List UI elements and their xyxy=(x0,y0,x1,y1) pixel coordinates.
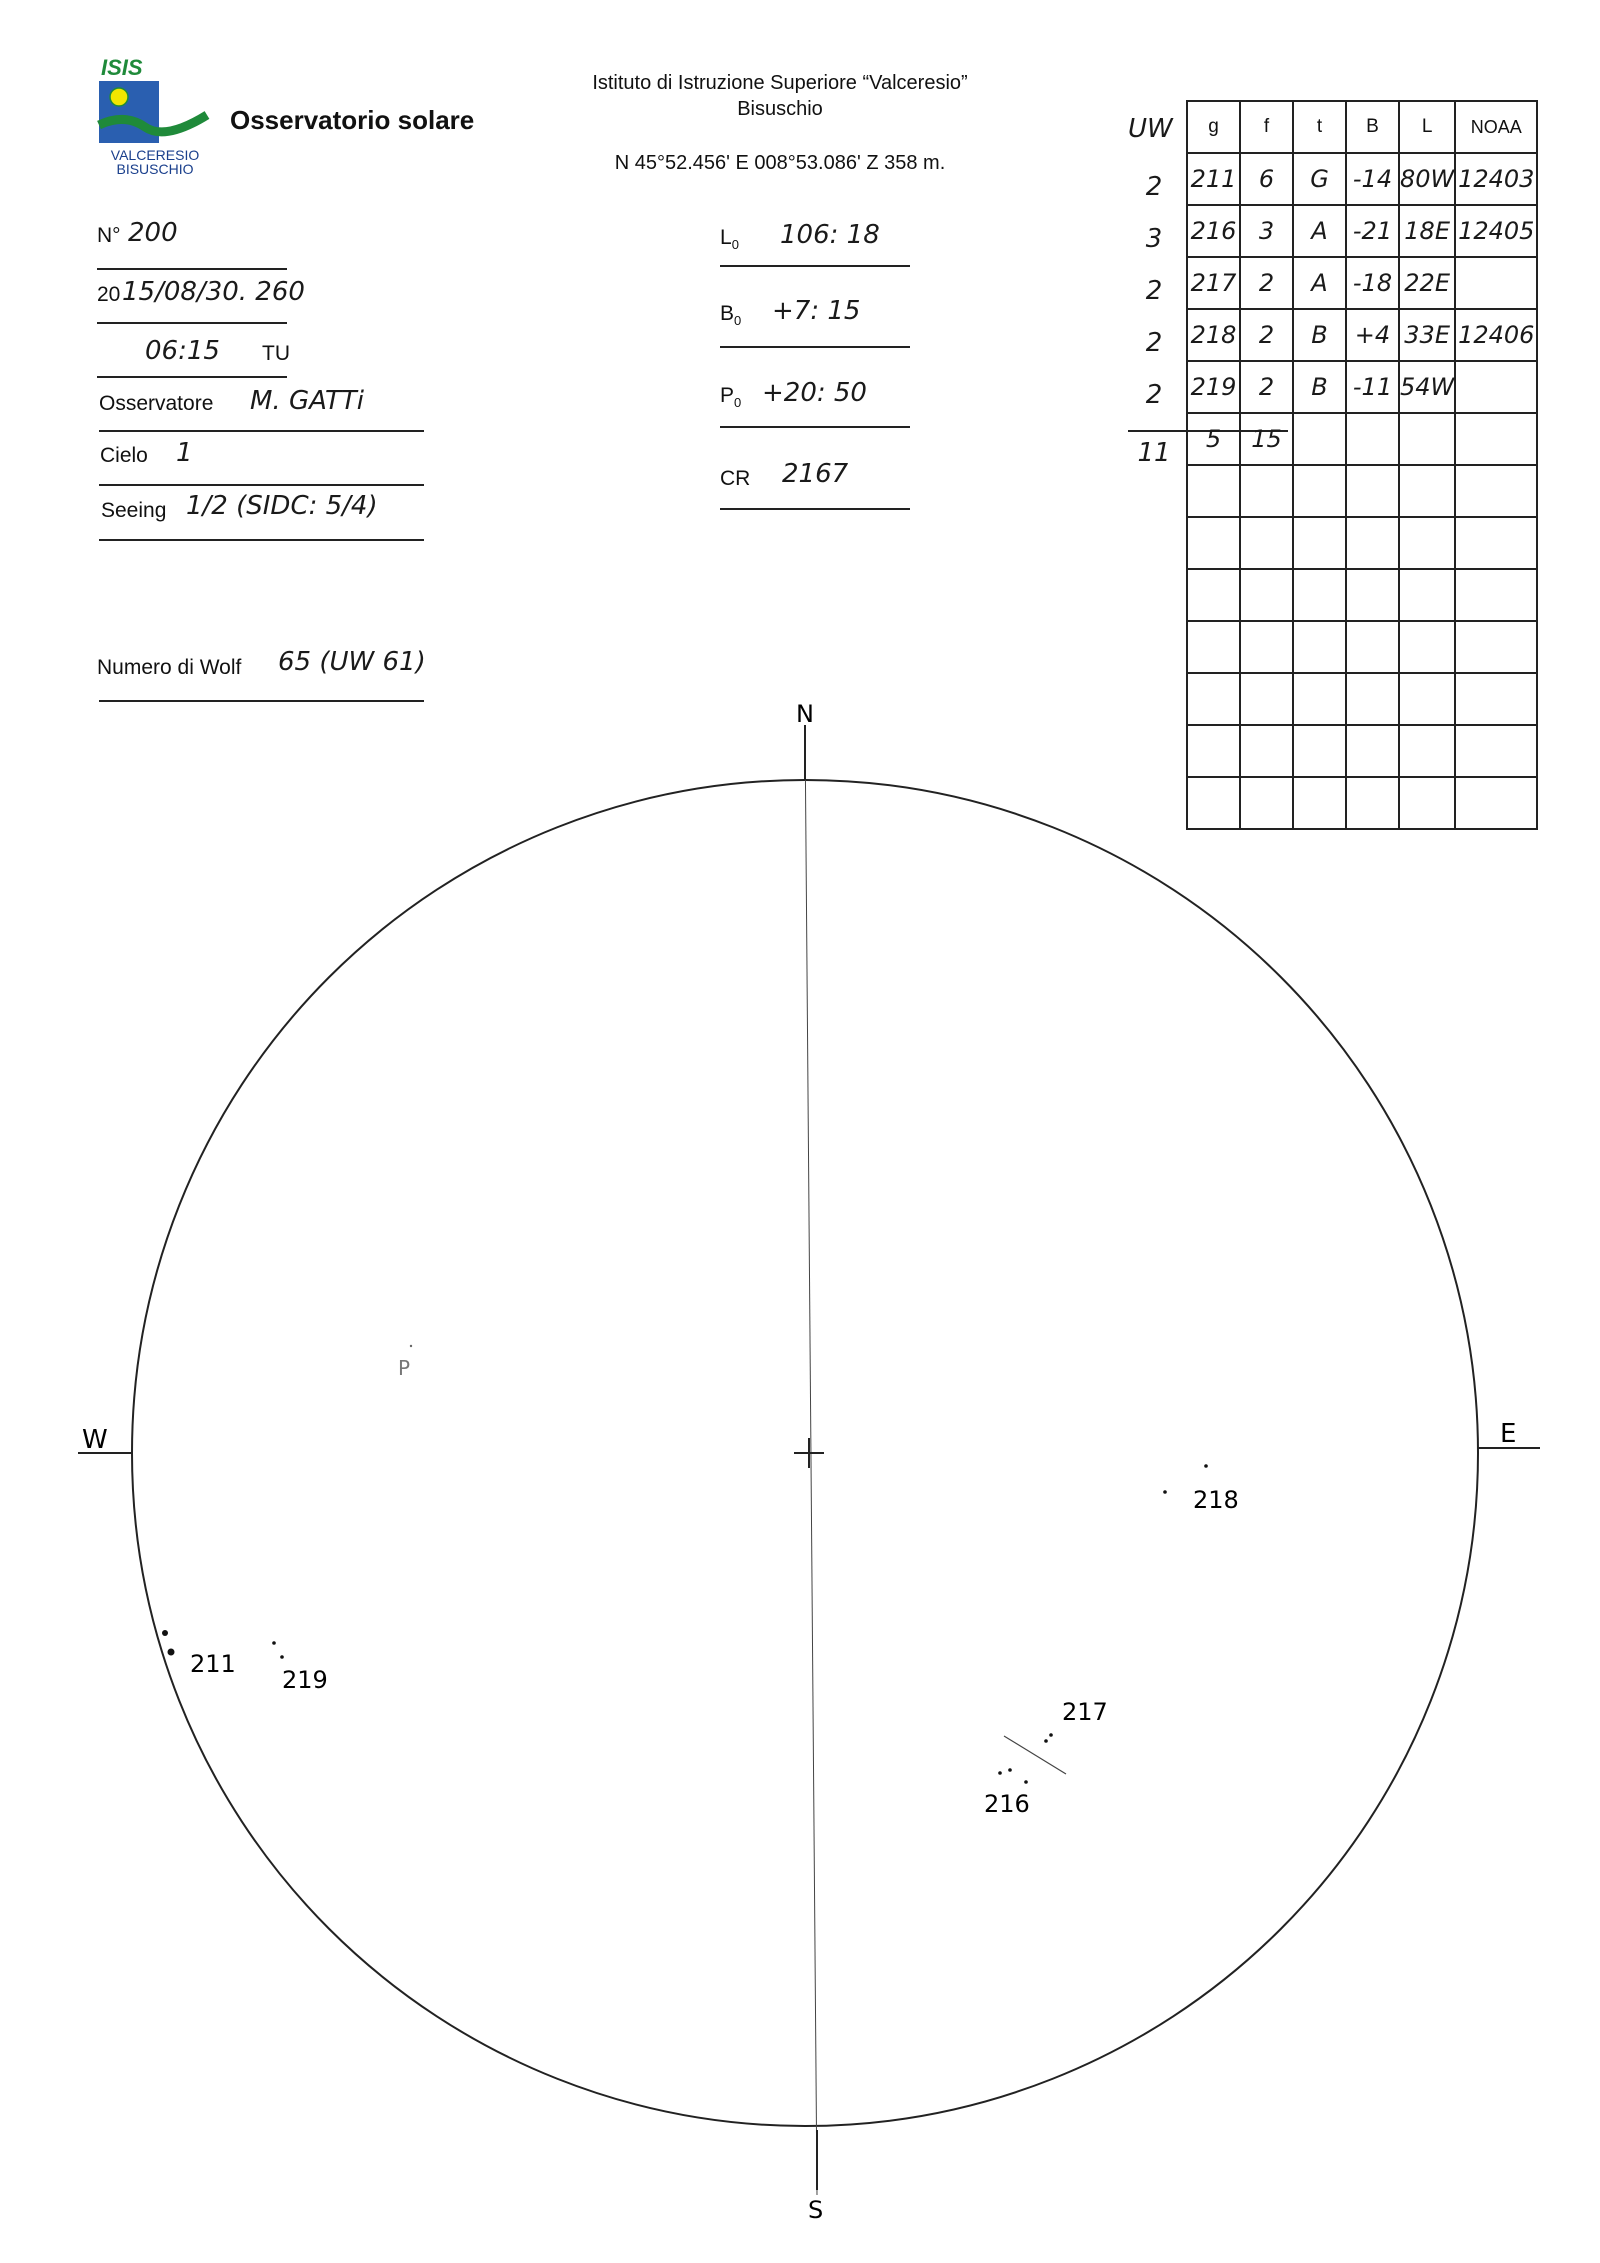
uw-row-4: 2 xyxy=(1145,328,1163,358)
cell-g: 211 xyxy=(1187,153,1240,205)
header-l: L xyxy=(1399,101,1455,153)
cell-g: 216 xyxy=(1187,205,1240,257)
cell-noaa: 12405 xyxy=(1455,205,1537,257)
cell-f: 2 xyxy=(1240,257,1293,309)
l0-subscript: 0 xyxy=(731,237,739,253)
sunspot-216-a xyxy=(998,1771,1002,1775)
total-f: 15 xyxy=(1240,413,1293,465)
cell-b: +4 xyxy=(1346,309,1399,361)
sky-label: Cielo xyxy=(100,444,148,467)
cell-l: 18E xyxy=(1399,205,1455,257)
uw-row-2: 3 xyxy=(1145,224,1163,254)
sunspot-218-a xyxy=(1204,1464,1208,1468)
uw-header: UW xyxy=(1128,114,1173,144)
sunspot-219-a xyxy=(272,1641,276,1645)
cell-g: 217 xyxy=(1187,257,1240,309)
cell-f: 2 xyxy=(1240,309,1293,361)
l0-letter: L xyxy=(720,226,732,249)
east-label: E xyxy=(1500,1419,1517,1449)
sunspot-219-b xyxy=(280,1655,284,1659)
p0-subscript: 0 xyxy=(734,395,742,411)
time-unit: TU xyxy=(262,342,290,365)
header-g: g xyxy=(1187,101,1240,153)
p0-value: +20: 50 xyxy=(762,378,867,408)
group-label-219: 219 xyxy=(282,1666,328,1694)
sunspot-217-axis-line xyxy=(1004,1736,1066,1774)
cell-b: -21 xyxy=(1346,205,1399,257)
cell-noaa: 12406 xyxy=(1455,309,1537,361)
uw-row-1: 2 xyxy=(1145,172,1163,202)
cell-t: A xyxy=(1293,257,1346,309)
l0-value: 106: 18 xyxy=(780,220,880,250)
p0-letter: P xyxy=(720,384,735,407)
seeing-label: Seeing xyxy=(101,499,167,522)
uw-total: 11 xyxy=(1137,438,1171,468)
p-angle-dot xyxy=(410,1345,412,1347)
sunspot-211-a xyxy=(162,1630,168,1636)
central-meridian-line xyxy=(805,725,817,2195)
cr-value: 2167 xyxy=(782,459,849,489)
sunspot-216-b xyxy=(1008,1768,1012,1772)
cell-t: A xyxy=(1293,205,1346,257)
cell-f: 3 xyxy=(1240,205,1293,257)
cell-b: -11 xyxy=(1346,361,1399,413)
logo-text: ISIS xyxy=(101,55,143,80)
cell-b: -18 xyxy=(1346,257,1399,309)
group-label-218: 218 xyxy=(1193,1486,1239,1514)
b0-letter: B xyxy=(720,302,735,325)
b0-value: +7: 15 xyxy=(772,296,861,326)
wolf-label: Numero di Wolf xyxy=(97,656,242,679)
header-t: t xyxy=(1293,101,1346,153)
cell-b: -14 xyxy=(1346,153,1399,205)
logo-caption-line1: VALCERESIO xyxy=(110,147,200,163)
cr-label: CR xyxy=(720,467,751,490)
uw-row-5: 2 xyxy=(1145,380,1163,410)
cell-t: B xyxy=(1293,361,1346,413)
group-label-216: 216 xyxy=(984,1790,1030,1818)
observer-value: M. GATTi xyxy=(250,386,364,416)
group-label-217: 217 xyxy=(1062,1698,1108,1726)
cell-t: B xyxy=(1293,309,1346,361)
observer-label: Osservatore xyxy=(99,392,214,415)
cell-f: 2 xyxy=(1240,361,1293,413)
cell-noaa: 12403 xyxy=(1455,153,1537,205)
north-label: N xyxy=(796,700,814,728)
sunspot-216-c xyxy=(1024,1780,1028,1784)
date-prefix: 20 xyxy=(97,283,121,306)
sunspot-218-b xyxy=(1163,1490,1167,1494)
number-value: 200 xyxy=(128,218,178,248)
cell-l: 33E xyxy=(1399,309,1455,361)
group-label-211: 211 xyxy=(190,1650,236,1678)
header-noaa: NOAA xyxy=(1455,101,1537,153)
cell-l: 80W xyxy=(1399,153,1455,205)
south-label: S xyxy=(808,2196,824,2224)
cell-g: 218 xyxy=(1187,309,1240,361)
wolf-value: 65 (UW 61) xyxy=(278,647,426,677)
time-value: 06:15 xyxy=(145,336,220,366)
cell-l: 54W xyxy=(1399,361,1455,413)
cell-f: 6 xyxy=(1240,153,1293,205)
sunspot-217-b xyxy=(1044,1739,1048,1743)
cell-t: G xyxy=(1293,153,1346,205)
uw-row-3: 2 xyxy=(1145,276,1163,306)
site-coordinates: N 45°52.456' E 008°53.086' Z 358 m. xyxy=(614,152,946,174)
sky-value: 1 xyxy=(176,438,193,468)
west-label: W xyxy=(82,1425,108,1455)
number-label: N° xyxy=(97,224,121,247)
date-value: 15/08/30. 260 xyxy=(122,277,305,307)
header-f: f xyxy=(1240,101,1293,153)
sunspot-211-b xyxy=(168,1649,175,1656)
logo-caption-line2: BISUSCHIO xyxy=(116,161,194,177)
observatory-title: Osservatorio solare xyxy=(230,105,475,135)
header-b: B xyxy=(1346,101,1399,153)
institute-town: Bisuschio xyxy=(737,98,823,120)
total-g: 5 xyxy=(1187,413,1240,465)
b0-subscript: 0 xyxy=(734,313,742,329)
sunspot-217-a xyxy=(1049,1733,1053,1737)
p-angle-marker: P xyxy=(398,1356,411,1380)
seeing-value: 1/2 (SIDC: 5/4) xyxy=(186,491,378,521)
cell-g: 219 xyxy=(1187,361,1240,413)
cell-l: 22E xyxy=(1399,257,1455,309)
institute-name: Istituto di Istruzione Superiore “Valceresio” xyxy=(592,72,968,94)
